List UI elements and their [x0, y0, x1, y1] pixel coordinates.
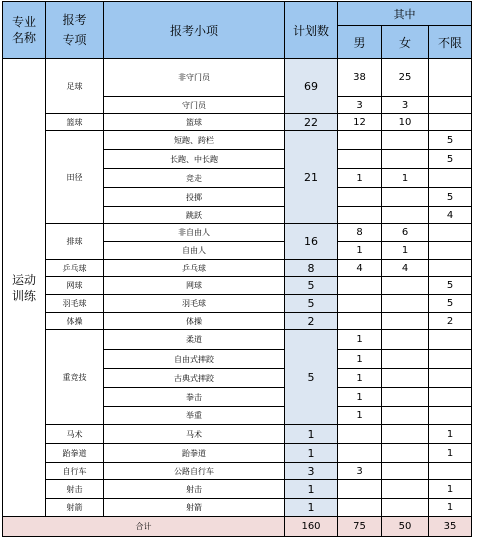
table-row — [3, 260, 472, 277]
table-row — [3, 277, 472, 295]
male-cell — [338, 277, 382, 295]
category-cell: 乒乓球 — [46, 260, 104, 277]
female-cell: 25 — [382, 59, 429, 97]
female-cell — [382, 131, 429, 150]
unlimited-cell — [429, 330, 472, 350]
female-cell — [382, 407, 429, 425]
table-row — [3, 295, 472, 313]
female-cell — [382, 444, 429, 463]
subitem-cell: 短跑、跨栏 — [104, 131, 285, 150]
male-cell — [338, 499, 382, 517]
unlimited-cell: 1 — [429, 480, 472, 499]
female-cell: 6 — [382, 224, 429, 242]
male-cell: 1 — [338, 407, 382, 425]
subitem-cell: 守门员 — [104, 97, 285, 114]
unlimited-cell — [429, 169, 472, 188]
plan-cell: 69 — [285, 59, 338, 114]
male-cell: 38 — [338, 59, 382, 97]
table-row — [3, 114, 472, 131]
female-cell — [382, 350, 429, 369]
subitem-cell: 篮球 — [104, 114, 285, 131]
total-unlimited: 35 — [429, 517, 472, 537]
subitem-cell: 举重 — [104, 407, 285, 425]
male-cell — [338, 444, 382, 463]
table-row — [3, 499, 472, 517]
female-cell — [382, 313, 429, 330]
table-row — [3, 463, 472, 480]
female-cell — [382, 188, 429, 207]
male-cell — [338, 150, 382, 169]
category-cell: 自行车 — [46, 463, 104, 480]
male-cell — [338, 295, 382, 313]
unlimited-cell: 5 — [429, 131, 472, 150]
subitem-cell: 乒乓球 — [104, 260, 285, 277]
unlimited-cell — [429, 97, 472, 114]
unlimited-cell — [429, 114, 472, 131]
male-cell: 12 — [338, 114, 382, 131]
table-row — [3, 444, 472, 463]
subitem-cell: 跆拳道 — [104, 444, 285, 463]
table-row — [3, 224, 472, 242]
table-row — [3, 59, 472, 97]
female-cell — [382, 425, 429, 444]
male-cell: 4 — [338, 260, 382, 277]
male-cell: 1 — [338, 242, 382, 260]
unlimited-cell — [429, 224, 472, 242]
subitem-cell: 竞走 — [104, 169, 285, 188]
female-cell — [382, 499, 429, 517]
male-cell: 1 — [338, 330, 382, 350]
plan-cell: 3 — [285, 463, 338, 480]
subitem-cell: 羽毛球 — [104, 295, 285, 313]
subitem-cell: 跳跃 — [104, 207, 285, 224]
subitem-cell: 公路自行车 — [104, 463, 285, 480]
unlimited-cell: 2 — [429, 313, 472, 330]
header-major-name: 专业 名称 — [3, 2, 46, 59]
unlimited-cell — [429, 350, 472, 369]
plan-cell: 2 — [285, 313, 338, 330]
plan-cell: 5 — [285, 295, 338, 313]
female-cell: 1 — [382, 242, 429, 260]
table-row — [3, 330, 472, 350]
category-cell: 网球 — [46, 277, 104, 295]
table-row — [3, 131, 472, 150]
plan-cell: 1 — [285, 444, 338, 463]
male-cell — [338, 313, 382, 330]
category-cell: 体操 — [46, 313, 104, 330]
male-cell: 3 — [338, 97, 382, 114]
header-category: 报考 专项 — [46, 2, 104, 59]
female-cell — [382, 480, 429, 499]
total-row — [3, 517, 472, 537]
unlimited-cell: 1 — [429, 499, 472, 517]
female-cell — [382, 388, 429, 407]
plan-cell: 8 — [285, 260, 338, 277]
category-cell: 重竞技 — [46, 330, 104, 425]
plan-cell: 22 — [285, 114, 338, 131]
major-cell: 运动 训练 — [3, 59, 46, 517]
category-cell: 篮球 — [46, 114, 104, 131]
male-cell — [338, 131, 382, 150]
category-cell: 足球 — [46, 59, 104, 114]
male-cell — [338, 425, 382, 444]
subitem-cell: 自由式摔跤 — [104, 350, 285, 369]
female-cell: 3 — [382, 97, 429, 114]
unlimited-cell — [429, 242, 472, 260]
total-male: 75 — [338, 517, 382, 537]
female-cell: 10 — [382, 114, 429, 131]
table-row — [3, 313, 472, 330]
male-cell — [338, 480, 382, 499]
male-cell: 1 — [338, 350, 382, 369]
header-unlimited: 不限 — [429, 26, 472, 59]
category-cell: 跆拳道 — [46, 444, 104, 463]
header-row-1 — [3, 2, 472, 26]
unlimited-cell: 5 — [429, 295, 472, 313]
plan-cell: 1 — [285, 499, 338, 517]
table-body — [3, 2, 472, 537]
male-cell: 1 — [338, 369, 382, 388]
female-cell — [382, 330, 429, 350]
male-cell: 3 — [338, 463, 382, 480]
plan-cell: 5 — [285, 330, 338, 425]
female-cell: 1 — [382, 169, 429, 188]
header-male: 男 — [338, 26, 382, 59]
subitem-cell: 射箭 — [104, 499, 285, 517]
unlimited-cell: 1 — [429, 425, 472, 444]
header-among: 其中 — [338, 2, 472, 26]
female-cell — [382, 207, 429, 224]
subitem-cell: 射击 — [104, 480, 285, 499]
male-cell: 1 — [338, 388, 382, 407]
category-cell: 田径 — [46, 131, 104, 224]
subitem-cell: 非自由人 — [104, 224, 285, 242]
plan-cell: 1 — [285, 425, 338, 444]
plan-cell: 1 — [285, 480, 338, 499]
male-cell: 8 — [338, 224, 382, 242]
table-row — [3, 480, 472, 499]
subitem-cell: 拳击 — [104, 388, 285, 407]
unlimited-cell — [429, 260, 472, 277]
unlimited-cell: 5 — [429, 188, 472, 207]
subitem-cell: 古典式摔跤 — [104, 369, 285, 388]
plan-cell: 5 — [285, 277, 338, 295]
unlimited-cell — [429, 59, 472, 97]
total-label: 合计 — [3, 517, 285, 537]
unlimited-cell — [429, 369, 472, 388]
unlimited-cell: 5 — [429, 277, 472, 295]
subitem-cell: 投掷 — [104, 188, 285, 207]
unlimited-cell: 4 — [429, 207, 472, 224]
female-cell — [382, 463, 429, 480]
unlimited-cell: 5 — [429, 150, 472, 169]
category-cell: 射箭 — [46, 499, 104, 517]
female-cell: 4 — [382, 260, 429, 277]
female-cell — [382, 277, 429, 295]
subitem-cell: 网球 — [104, 277, 285, 295]
unlimited-cell — [429, 463, 472, 480]
header-subitem: 报考小项 — [104, 2, 285, 59]
subitem-cell: 自由人 — [104, 242, 285, 260]
unlimited-cell — [429, 407, 472, 425]
enrollment-plan-table — [2, 1, 472, 537]
unlimited-cell: 1 — [429, 444, 472, 463]
subitem-cell: 非守门员 — [104, 59, 285, 97]
male-cell — [338, 188, 382, 207]
subitem-cell: 体操 — [104, 313, 285, 330]
subitem-cell: 长跑、中长跑 — [104, 150, 285, 169]
male-cell — [338, 207, 382, 224]
plan-cell: 16 — [285, 224, 338, 260]
subitem-cell: 马术 — [104, 425, 285, 444]
category-cell: 射击 — [46, 480, 104, 499]
total-female: 50 — [382, 517, 429, 537]
male-cell: 1 — [338, 169, 382, 188]
header-female: 女 — [382, 26, 429, 59]
total-plan: 160 — [285, 517, 338, 537]
category-cell: 羽毛球 — [46, 295, 104, 313]
category-cell: 排球 — [46, 224, 104, 260]
header-plan: 计划数 — [285, 2, 338, 59]
subitem-cell: 柔道 — [104, 330, 285, 350]
table-row — [3, 425, 472, 444]
unlimited-cell — [429, 388, 472, 407]
female-cell — [382, 369, 429, 388]
category-cell: 马术 — [46, 425, 104, 444]
female-cell — [382, 295, 429, 313]
female-cell — [382, 150, 429, 169]
plan-cell: 21 — [285, 131, 338, 224]
